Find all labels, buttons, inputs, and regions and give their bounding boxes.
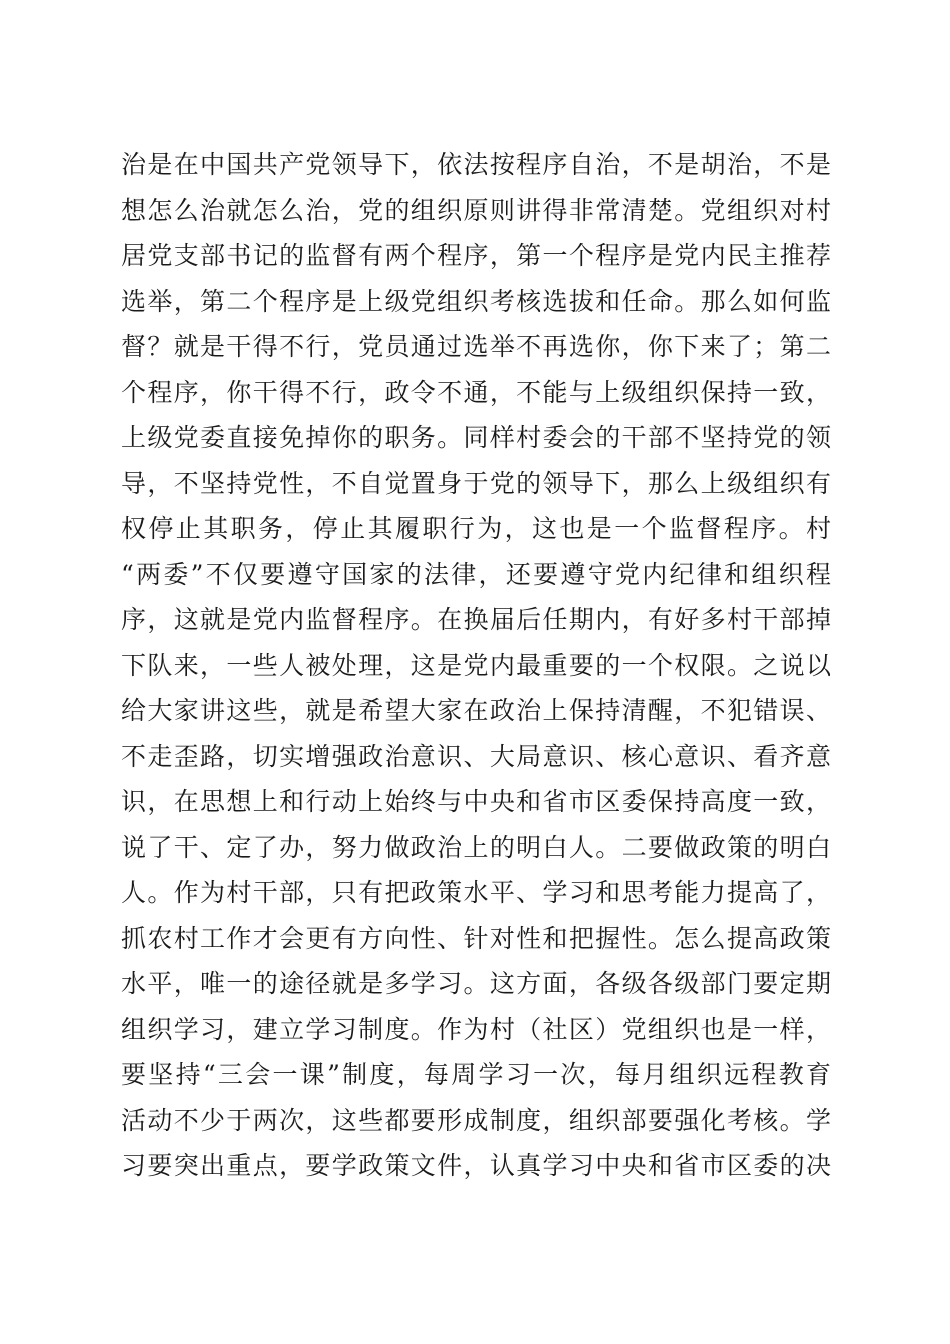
text-line: 治是在中国共产党领导下，依法按程序自治，不是胡治，不是 bbox=[121, 150, 831, 179]
text-line: 居党支部书记的监督有两个程序，第一个程序是党内民主推荐 bbox=[121, 241, 831, 270]
text-line: 要坚持“三会一课”制度，每周学习一次，每月组织远程教育 bbox=[121, 1060, 831, 1089]
text-line: 不走歪路，切实增强政治意识、大局意识、核心意识、看齐意 bbox=[121, 741, 831, 771]
text-line: 个程序，你干得不行，政令不通，不能与上级组织保持一致， bbox=[121, 377, 831, 407]
text-line: 上级党委直接免掉你的职务。同样村委会的干部不坚持党的领 bbox=[121, 423, 831, 452]
text-line: 选举，第二个程序是上级党组织考核选拔和任命。那么如何监 bbox=[121, 286, 831, 316]
body-text bbox=[121, 142, 831, 1189]
text-line: 组织学习，建立学习制度。作为村（社区）党组织也是一样， bbox=[121, 1014, 831, 1044]
text-line: 习要突出重点，要学政策文件，认真学习中央和省市区委的决 bbox=[121, 1151, 831, 1180]
text-line: 识，在思想上和行动上始终与中央和省市区委保持高度一致， bbox=[121, 787, 831, 816]
text-line: 导，不坚持党性，不自觉置身于党的领导下，那么上级组织有 bbox=[121, 468, 831, 498]
text-line: 督？就是干得不行，党员通过选举不再选你，你下来了；第二 bbox=[121, 332, 831, 361]
text-line: 序，这就是党内监督程序。在换届后任期内，有好多村干部掉 bbox=[121, 605, 831, 634]
text-line: 给大家讲这些，就是希望大家在政治上保持清醒，不犯错误、 bbox=[121, 696, 831, 725]
text-line: 活动不少于两次，这些都要形成制度，组织部要强化考核。学 bbox=[121, 1105, 831, 1135]
text-line: 人。作为村干部，只有把政策水平、学习和思考能力提高了， bbox=[121, 878, 831, 907]
text-line: 说了干、定了办，努力做政治上的明白人。二要做政策的明白 bbox=[121, 832, 831, 862]
text-line: 抓农村工作才会更有方向性、针对性和把握性。怎么提高政策 bbox=[121, 923, 831, 953]
text-line: “两委”不仅要遵守国家的法律，还要遵守党内纪律和组织程 bbox=[121, 559, 831, 589]
text-line: 水平，唯一的途径就是多学习。这方面，各级各级部门要定期 bbox=[121, 969, 831, 998]
text-line: 想怎么治就怎么治，党的组织原则讲得非常清楚。党组织对村 bbox=[121, 195, 831, 225]
text-line: 下队来，一些人被处理，这是党内最重要的一个权限。之说以 bbox=[121, 650, 831, 680]
text-line: 权停止其职务，停止其履职行为，这也是一个监督程序。村 bbox=[121, 514, 831, 543]
